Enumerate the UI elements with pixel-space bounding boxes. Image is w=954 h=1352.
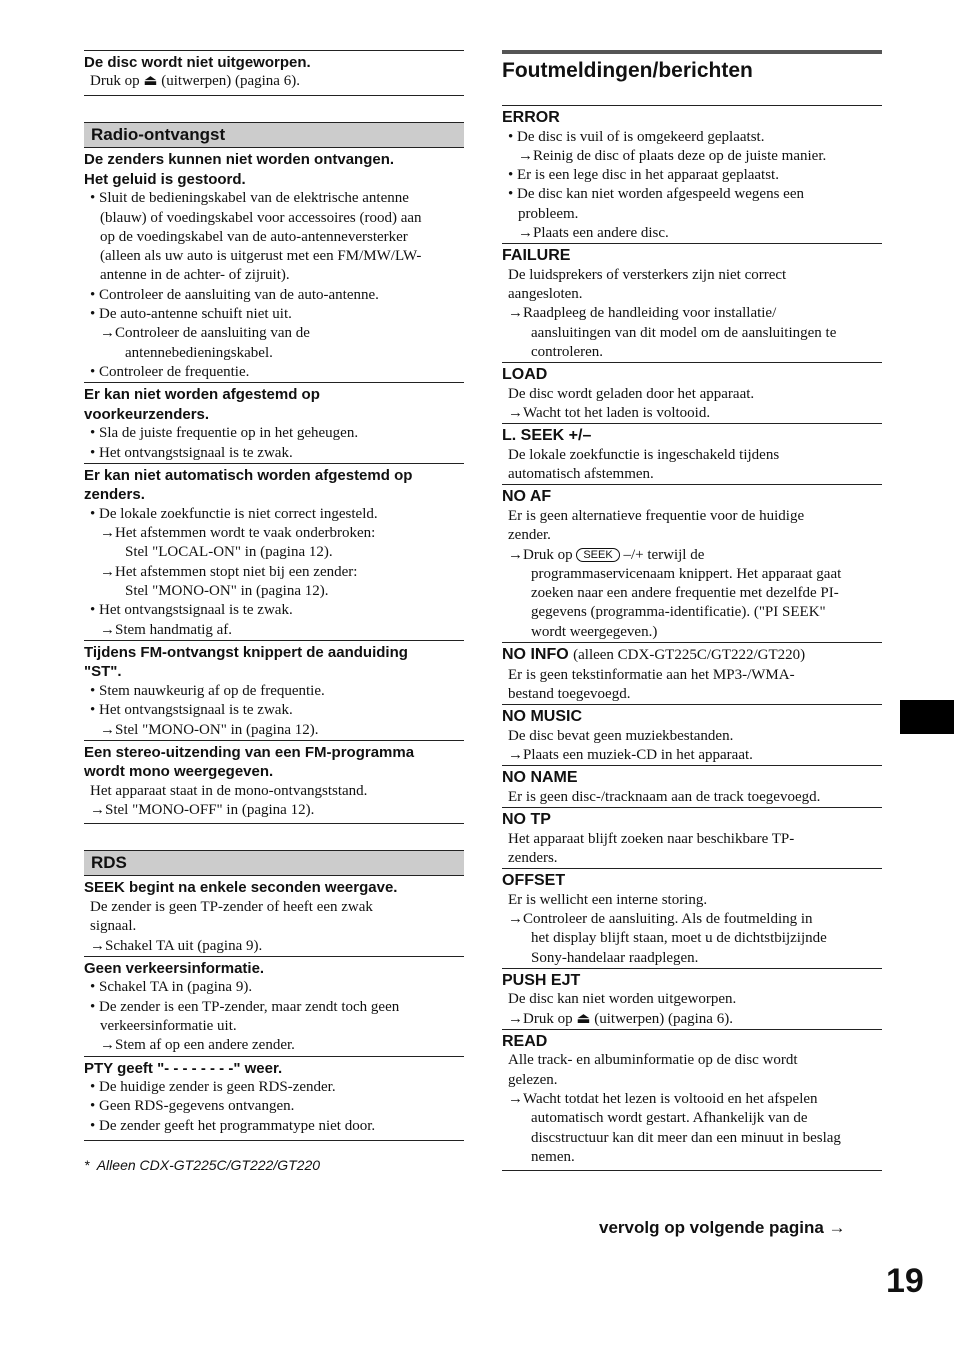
radio-issue-5-heading: Een stereo-uitzending van een FM-programma wordt mono weergegeven.	[84, 740, 464, 782]
radio-issue-1-bullet: • De auto-antenne schuift niet uit.	[90, 306, 292, 323]
section-rds-heading: RDS	[84, 850, 464, 876]
msg-pushejt-action: →Druk op ⏏ (uitwerpen) (pagina 6).	[508, 1010, 733, 1027]
chapter-tab-marker	[900, 700, 954, 734]
msg-noinfo-text: Er is geen tekstinformatie aan het MP3-/WMA- bestand toegevoegd.	[508, 666, 795, 702]
msg-error-heading: ERROR	[502, 105, 882, 128]
msg-nomusic-action: →Plaats een muziek-CD in het apparaat.	[508, 746, 753, 763]
rds-issue-3-bullet: • Geen RDS-gegevens ontvangen.	[90, 1098, 295, 1115]
arrow-icon: →	[508, 910, 523, 927]
arrow-icon: →	[508, 405, 523, 422]
radio-issue-3-action: →Het afstemmen stopt niet bij een zender:	[100, 563, 358, 580]
msg-pushejt-heading: PUSH EJT	[502, 968, 882, 991]
arrow-icon: →	[100, 621, 115, 638]
msg-load-heading: LOAD	[502, 362, 882, 385]
msg-failure-text: De luidsprekers of versterkers zijn niet correct aangesloten.	[508, 266, 787, 303]
footnote: * Alleen CDX-GT225C/GT222/GT220	[84, 1156, 321, 1173]
msg-lseek-text: De lokale zoekfunctie is ingeschakeld tijdens automatisch afstemmen.	[508, 446, 780, 483]
msg-notp-heading: NO TP	[502, 807, 882, 830]
radio-issue-1-bullet: • Sluit de bedieningskabel van de elektrische antenne (blauw) of voedingskabel voor accessoires (rood) aan op de voedingskabel van de auto-antenneversterker (alleen als uw auto is uitgerust met een FM/MW/LW- antenne in de achter- of zijruit).	[90, 190, 422, 284]
radio-issue-3-heading: Er kan niet automatisch worden afgestemd op zenders.	[84, 463, 464, 505]
msg-noname-text: Er is geen disc-/tracknaam aan de track toegevoegd.	[508, 788, 821, 805]
msg-offset-action: →Controleer de aansluiting. Als de foutmelding in	[508, 910, 813, 927]
arrow-icon: →	[508, 305, 523, 322]
arrow-icon: →	[508, 1010, 523, 1027]
radio-issue-5-text: Het apparaat staat in de mono-ontvangststand.	[90, 782, 368, 799]
rds-issue-3-bullet: • De zender geeft het programmatype niet door.	[90, 1117, 376, 1134]
msg-read-action: →Wacht totdat het lezen is voltooid en het afspelen	[508, 1090, 818, 1107]
msg-nomusic-heading: NO MUSIC	[502, 704, 882, 727]
footnote-mark: *	[84, 1156, 90, 1173]
msg-read-text: Alle track- en albuminformatie op de disc wordt gelezen.	[508, 1052, 798, 1088]
radio-issue-1-heading: De zenders kunnen niet worden ontvangen. Het geluid is gestoord.	[84, 151, 395, 188]
arrow-icon: →	[508, 746, 523, 763]
msg-noaf-text: Er is geen alternatieve frequentie voor de huidige zender.	[508, 507, 805, 544]
radio-issue-3-action: →Stem handmatig af.	[100, 621, 233, 638]
msg-error-bullet: • De disc kan niet worden afgespeeld wegens een probleem.	[508, 186, 804, 222]
radio-issue-3-action: →Het afstemmen wordt te vaak onderbroken:	[100, 525, 376, 542]
radio-issue-1-bullet: • Controleer de aansluiting van de auto-antenne.	[90, 286, 379, 303]
msg-noaf-action: →Druk op SEEK –/+ terwijl de	[508, 546, 705, 563]
arrow-icon: →	[508, 546, 523, 563]
msg-notp-text: Het apparaat blijft zoeken naar beschikbare TP- zenders.	[508, 830, 795, 866]
msg-error-action: →Reinig de disc of plaats deze op de juiste manier.	[518, 147, 827, 164]
msg-failure-heading: FAILURE	[502, 243, 882, 266]
radio-issue-1-action: →Controleer de aansluiting van de	[100, 325, 310, 342]
section-radio-heading: Radio-ontvangst	[84, 122, 464, 148]
arrow-icon: →	[518, 224, 533, 241]
arrow-icon: →	[90, 937, 105, 954]
msg-nomusic-text: De disc bevat geen muziekbestanden.	[508, 727, 734, 744]
msg-error-bullet: • Er is een lege disc in het apparaat geplaatst.	[508, 167, 779, 184]
radio-issue-2-bullet: • Het ontvangstsignaal is te zwak.	[90, 444, 293, 461]
rds-issue-2-bullet: • De zender is een TP-zender, maar zendt toch geen verkeersinformatie uit.	[90, 998, 400, 1034]
msg-pushejt-text: De disc kan niet worden uitgeworpen.	[508, 991, 737, 1008]
page-number: 19	[886, 1262, 924, 1300]
radio-issue-4-action: →Stel "MONO-ON" in (pagina 12).	[100, 721, 319, 738]
rds-issue-1-text: De zender is geen TP-zender of heeft een zwak signaal.	[90, 898, 373, 935]
arrow-icon: →	[100, 1037, 115, 1054]
msg-error-bullet: • De disc is vuil of is omgekeerd geplaatst.	[508, 128, 765, 145]
arrow-icon: →	[100, 563, 115, 580]
radio-issue-2-heading: Er kan niet worden afgestemd op voorkeurzenders.	[84, 382, 464, 424]
rds-issue-3-bullet: • De huidige zender is geen RDS-zender.	[90, 1079, 336, 1095]
msg-read-heading: READ	[502, 1029, 882, 1052]
radio-issue-3-bullet: • De lokale zoekfunctie is niet correct ingesteld.	[90, 505, 378, 522]
rds-issue-2-action: →Stem af op een andere zender.	[100, 1037, 295, 1054]
disc-not-ejected-heading: De disc wordt niet uitgeworpen.	[84, 54, 311, 71]
radio-issue-4-bullet: • Stem nauwkeurig af op de frequentie.	[90, 682, 325, 699]
msg-noinfo-heading: NO INFO (alleen CDX-GT225C/GT222/GT220)	[502, 642, 882, 666]
radio-issue-1-bullet: • Controleer de frequentie.	[90, 363, 250, 380]
msg-failure-action: →Raadpleeg de handleiding voor installatie/	[508, 305, 777, 322]
rds-issue-2-bullet: • Schakel TA in (pagina 9).	[90, 979, 253, 996]
msg-noname-heading: NO NAME	[502, 765, 882, 788]
arrow-icon: →	[90, 802, 105, 819]
rds-issue-1-action: →Schakel TA uit (pagina 9).	[90, 937, 263, 954]
msg-offset-heading: OFFSET	[502, 868, 882, 891]
msg-noaf-heading: NO AF	[502, 484, 882, 507]
left-column: De disc wordt niet uitgeworpen. Druk op ⏏ (uitwerpen) (pagina 6). Radio-ontvangst De zenders kunnen niet worden ontvangen. Het geluid is gestoord. • Sluit de bedieningskabel van de elektrische antenne (blauw) of voedingskabel voor accessoires (rood) aan op de voedingskabel van de auto-antenneversterker (alleen als uw auto is uitgerust met een FM/MW/LW- antenne in de achter- of zijruit). • Controleer de aansluiting van de auto-antenne. • De auto-antenne schuift niet uit. →Controleer de aansluiting van de antennebedieningskabel. • Controleer de frequentie. Er kan niet worden afgestemd op voorkeurzenders. • Sla de juiste frequentie op in het geheugen. • Het ontvangstsignaal is te zwak. Er kan niet automatisch worden afgestemd op zenders. • De lokale zoekfunctie is niet correct ingesteld. →Het afstemmen wordt te vaak onderbroken: Stel "LOCAL-ON" in (pagina 12). →Het afstemmen stopt niet bij een zender: Stel "MONO-ON" in (pagina 12). • Het ontvangstsignaal is te zwak. →Stem handmatig af. Tijdens FM-ontvangst knippert de aanduiding "ST". • Stem nauwkeurig af op de frequentie. • Het ontvangstsignaal is te zwak. →Stel "MONO-ON" in (pagina 12). Een stereo-uitzending van een FM-programma wordt mono weergegeven. Het apparaat staat in de mono-ontvangststand. →Stel "MONO-OFF" in (pagina 12). RDS SEEK begint na enkele seconden weergave. De zender is geen TP-zender of heeft een zwak signaal. →Schakel TA uit (pagina 9). Geen verkeersinformatie. • Schakel TA in (pagina 9). • De zender is een TP-zender, maar zendt toch geen verkeersinformatie uit. →Stem af op een andere zender. PTY geeft "- - - - - - - -" weer. • De huidige zender is geen RDS-zender. • Geen RDS-gegevens ontvangen. • De zender geeft het programmatype niet door. * Alleen CDX-GT225C/GT222/GT220	[84, 50, 464, 1173]
msg-lseek-heading: L. SEEK +/–	[502, 423, 882, 446]
arrow-icon: →	[100, 525, 115, 542]
msg-offset-text: Er is wellicht een interne storing.	[508, 891, 708, 908]
rds-issue-1-heading: SEEK begint na enkele seconden weergave.	[84, 879, 398, 897]
arrow-icon: →	[508, 1090, 523, 1107]
radio-issue-2-bullet: • Sla de juiste frequentie op in het geheugen.	[90, 425, 359, 442]
radio-issue-3-bullet: • Het ontvangstsignaal is te zwak.	[90, 602, 293, 619]
disc-not-ejected-text: Druk op ⏏ (uitwerpen) (pagina 6).	[90, 73, 300, 89]
radio-issue-4-heading: Tijdens FM-ontvangst knippert de aanduiding "ST".	[84, 640, 464, 682]
radio-issue-5-action: →Stel "MONO-OFF" in (pagina 12).	[90, 802, 315, 819]
arrow-icon: →	[518, 147, 533, 164]
page-title: Foutmeldingen/berichten	[502, 50, 882, 105]
right-column: Foutmeldingen/berichten ERROR • De disc is vuil of is omgekeerd geplaatst. →Reinig de disc of plaats deze op de juiste manier. • Er is een lege disc in het apparaat geplaatst. • De disc kan niet worden afgespeeld wegens een probleem. →Plaats een andere disc. FAILURE De luidsprekers of versterkers zijn niet correct aangesloten. →Raadpleeg de handleiding voor installatie/ aansluitingen van dit model om de aansluitingen te controleren. LOAD De disc wordt geladen door het apparaat. →Wacht tot het laden is voltooid. L. SEEK +/– De lokale zoekfunctie is ingeschakeld tijdens automatisch afstemmen. NO AF Er is geen alternatieve frequentie voor de huidige zender. →Druk op SEEK –/+ terwijl de programmaservicenaam knippert. Het apparaat gaat zoeken naar een andere frequentie met dezelfde PI- gegevens (programma-identificatie). ("PI SEEK" wordt weergegeven.) NO INFO (alleen CDX-GT225C/GT222/GT220) Er is geen tekstinformatie aan het MP3-/WMA- bestand toegevoegd. NO MUSIC De disc bevat geen muziekbestanden. →Plaats een muziek-CD in het apparaat. NO NAME Er is geen disc-/tracknaam aan de track toegevoegd. NO TP Het apparaat blijft zoeken naar beschikbare TP- zenders. OFFSET Er is wellicht een interne storing. →Controleer de aansluiting. Als de foutmelding in het display blijft staan, moet u de dichtstbijzijnde Sony-handelaar raadplegen. PUSH EJT De disc kan niet worden uitgeworpen. →Druk op ⏏ (uitwerpen) (pagina 6). READ Alle track- en albuminformatie op de disc wordt gelezen. →Wacht totdat het lezen is voltooid en het afspelen automatisch wordt gestart. Afhankelijk van de discstructuur kan dit meer dan een minuut in beslag nemen.	[502, 50, 882, 1171]
msg-load-action: →Wacht tot het laden is voltooid.	[508, 405, 711, 422]
radio-issue-4-bullet: • Het ontvangstsignaal is te zwak.	[90, 702, 293, 719]
continued-next-page: vervolg op volgende pagina →	[599, 1218, 846, 1237]
arrow-icon: →	[100, 325, 115, 342]
rds-issue-3-heading: PTY geeft "- - - - - - - -" weer.	[84, 1056, 464, 1079]
rds-issue-2-heading: Geen verkeersinformatie.	[84, 956, 464, 979]
arrow-icon: →	[100, 721, 115, 738]
msg-load-text: De disc wordt geladen door het apparaat.	[508, 385, 755, 402]
seek-button-icon: SEEK	[576, 548, 619, 562]
msg-error-action: →Plaats een andere disc.	[518, 224, 669, 241]
